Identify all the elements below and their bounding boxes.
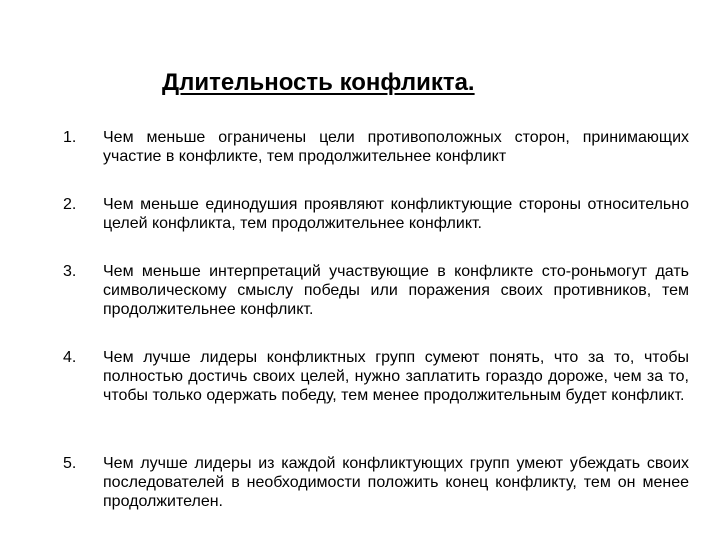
item-text: Чем меньше интерпретаций участвующие в конфликте сто-роньмогут дать символическому смыслу победы или поражения своих противников, тем продолжительнее конфликт. [103, 263, 689, 318]
item-number: 4. [63, 349, 77, 366]
slide-title: Длительность конфликта. [162, 69, 475, 96]
item-number: 2. [63, 196, 77, 213]
item-text: Чем лучше лидеры из каждой конфликтующих групп умеют убеждать своих последователей в необходимости положить конец конфликту, тем он менее продолжителен. [103, 455, 689, 510]
item-number: 3. [63, 263, 77, 280]
item-number: 5. [63, 455, 77, 472]
item-text: Чем лучше лидеры конфликтных групп сумеют понять, что за то, чтобы полностью достичь своих целей, нужно заплатить гораздо дороже, чем за то, чтобы только одержать победу, тем менее продолжительным будет конфликт. [103, 349, 689, 404]
item-text: Чем меньше единодушия проявляют конфликтующие стороны относительно целей конфликта, тем продолжительнее конфликт. [103, 196, 689, 232]
item-number: 1. [63, 129, 77, 146]
item-text: Чем меньше ограничены цели противоположных сторон, принимающих участие в конфликте, тем продолжительнее конфликт [103, 129, 689, 165]
